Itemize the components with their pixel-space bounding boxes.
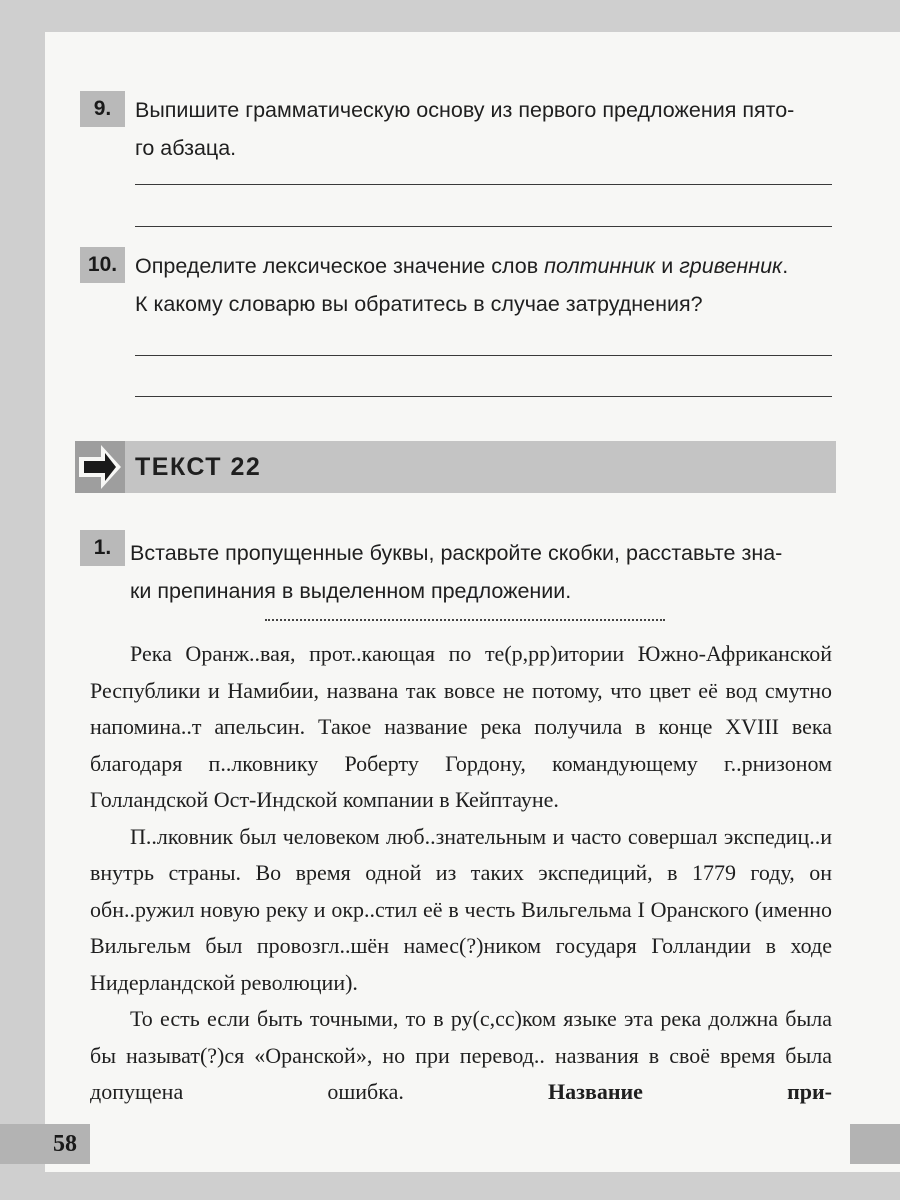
dotted-separator	[265, 619, 665, 621]
answer-line	[135, 396, 832, 397]
highlighted-sentence: Название при-	[548, 1079, 832, 1104]
paragraph-2: П..лковник был человеком люб..знательным и часто совершал экспедиц..и внутрь страны. Во время одной из таких экспедиций, в 1779 году, он обн..ружил новую реку и окр..стил её в честь Вильгельма I Оранского (именно Вильгельм был провозгл..шён намес(?)ником государя Голландии в ходе Нидерландской революции).	[90, 823, 832, 995]
page-number: 58	[53, 1131, 77, 1157]
period: .	[782, 254, 789, 278]
task-1-line-1: Вставьте пропущенные буквы, раскройте скобки, расставьте зна-	[130, 541, 783, 565]
task-1-text	[130, 534, 832, 610]
question-9-line-1: Выпишите грамматическую основу из первого предложения пято-	[135, 98, 795, 122]
question-10-text-part: Определите лексическое значение слов	[135, 254, 545, 278]
paragraph-3-text: То есть если быть точными, то в ру(с,сс)ком языке эта река должна была бы называт(?)ся «Оранской», но при перевод.. названия в своё время была допущена ошибка.	[90, 1006, 832, 1104]
answer-line	[135, 184, 832, 185]
question-9-line-2: го абзаца.	[135, 136, 237, 160]
corner-bar	[850, 1124, 900, 1164]
question-10-text	[135, 247, 832, 323]
italic-word-grivennik: гривенник	[679, 254, 783, 278]
answer-line	[135, 355, 832, 356]
question-9-text	[135, 91, 832, 167]
task-1-line-2: ки препинания в выделенном предложении.	[130, 579, 572, 603]
answer-line	[135, 226, 832, 227]
question-10-number: 10.	[80, 247, 125, 283]
question-10-line-2: К какому словарю вы обратитесь в случае затруднения?	[135, 292, 703, 316]
task-1-number: 1.	[80, 530, 125, 566]
text-body	[90, 636, 832, 1111]
question-9-number: 9.	[80, 91, 125, 127]
paragraph-1: Река Оранж..вая, прот..кающая по те(р,рр)итории Южно-Африканской Республики и Намибии, названа так вовсе не потому, что цвет её вод смутно напомина..т апельсин. Такое название река получила в конце XVIII века благодаря п..лковнику Роберту Гордону, командующему г..рнизоном Голландской Ост-Индской компании в Кейптауне.	[90, 641, 832, 812]
paragraph-3	[90, 1001, 832, 1111]
conjunction: и	[655, 254, 680, 278]
question-10-line-1	[135, 247, 832, 285]
section-title: ТЕКСТ 22	[135, 453, 262, 481]
arrow-right-icon	[75, 441, 125, 493]
italic-word-poltinnik: полтинник	[544, 254, 656, 278]
